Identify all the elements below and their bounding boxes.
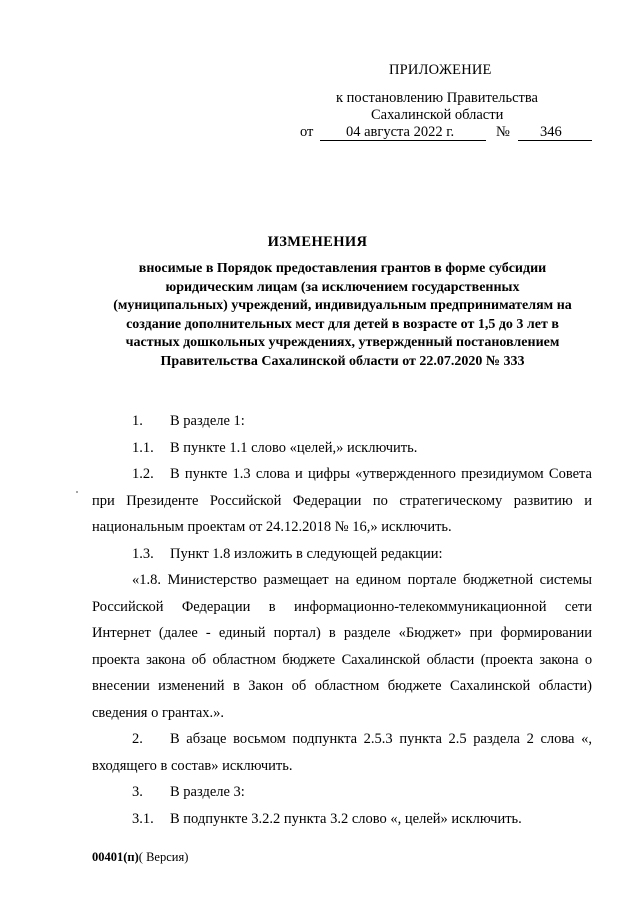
item-number: 3. — [132, 784, 143, 800]
item-number: 2. — [132, 731, 143, 747]
item-3 — [92, 779, 592, 806]
item-1 — [92, 408, 592, 435]
item-1-1 — [92, 435, 592, 462]
document-subtitle — [70, 260, 615, 371]
quote-line: Российской Федерации в информационно-телекоммуникационной сети — [92, 598, 592, 615]
scan-speck — [76, 491, 78, 493]
resolution-date: 04 августа 2022 г. — [346, 124, 455, 140]
document-footer — [92, 849, 188, 865]
item-text: В абзаце восьмом подпункта 2.5.3 пункта 2.5 раздела 2 слова «, — [170, 731, 592, 747]
item-1-3 — [92, 541, 592, 568]
footer-code: 00401(п) — [92, 850, 139, 864]
item-number: 1.1. — [132, 439, 154, 456]
item-text: В пункте 1.1 слово «целей,» исключить. — [170, 439, 418, 456]
item-1-2 — [92, 461, 592, 488]
subtitle-line: создание дополнительных мест для детей в возрасте от 1,5 до 3 лет в — [126, 316, 559, 332]
document-body — [92, 408, 592, 832]
item-3-1 — [92, 806, 592, 833]
item-text: В подпункте 3.2.2 пункта 3.2 слово «, целей» исключить. — [170, 810, 522, 827]
item-text: В разделе 3: — [170, 784, 245, 800]
appendix-date-row — [300, 123, 600, 141]
quote-line: «1.8. Министерство размещает на едином портале бюджетной системы — [132, 572, 592, 588]
subtitle-line: Правительства Сахалинской области от 22.07.2020 № 333 — [160, 353, 525, 369]
resolution-number: 346 — [540, 124, 562, 140]
appendix-subtitle-line2: Сахалинской области — [371, 107, 504, 123]
item-text: Пункт 1.8 изложить в следующей редакции: — [170, 545, 443, 562]
appendix-title: ПРИЛОЖЕНИЕ — [389, 62, 492, 78]
item-number: 1.2. — [132, 466, 154, 482]
item-1-2-line2: при Президенте Российской Федерации по стратегическому развитию и — [92, 492, 592, 509]
quote-line: сведения о грантах.». — [92, 704, 225, 721]
date-underline — [320, 140, 486, 141]
item-text: В пункте 1.3 слова и цифры «утвержденного президиумом Совета — [170, 466, 592, 482]
from-label: от — [300, 124, 314, 140]
item-number: 1.3. — [132, 545, 154, 562]
quote-line: проекта закона об областном бюджете Сахалинской области (проекта закона о — [92, 651, 592, 668]
item-2-line2: входящего в состав» исключить. — [92, 757, 293, 774]
document-title: ИЗМЕНЕНИЯ — [267, 234, 368, 250]
number-label: № — [496, 124, 510, 140]
subtitle-line: (муниципальных) учреждений, индивидуальным предпринимателям на — [113, 298, 572, 313]
subtitle-line: вносимые в Порядок предоставления грантов в форме субсидии — [138, 261, 547, 276]
item-number: 1. — [132, 413, 143, 429]
appendix-subtitle-line1: к постановлению Правительства — [336, 90, 538, 106]
subtitle-line: частных дошкольных учреждениях, утвержденный постановлением — [125, 335, 560, 350]
quote-line: внесении изменений в Закон об областном бюджете Сахалинской области) — [92, 678, 592, 694]
item-2 — [92, 726, 592, 753]
number-underline — [518, 140, 592, 141]
item-number: 3.1. — [132, 810, 154, 827]
quote-line: Интернет (далее - единый портал) в разделе «Бюджет» при формировании — [92, 625, 592, 641]
subtitle-line: юридическим лицам (за исключением государственных — [165, 279, 520, 295]
footer-version: ( Версия) — [138, 850, 189, 864]
item-text: В разделе 1: — [170, 413, 245, 429]
item-1-2-line3: национальным проектам от 24.12.2018 № 16,» исключить. — [92, 519, 452, 535]
